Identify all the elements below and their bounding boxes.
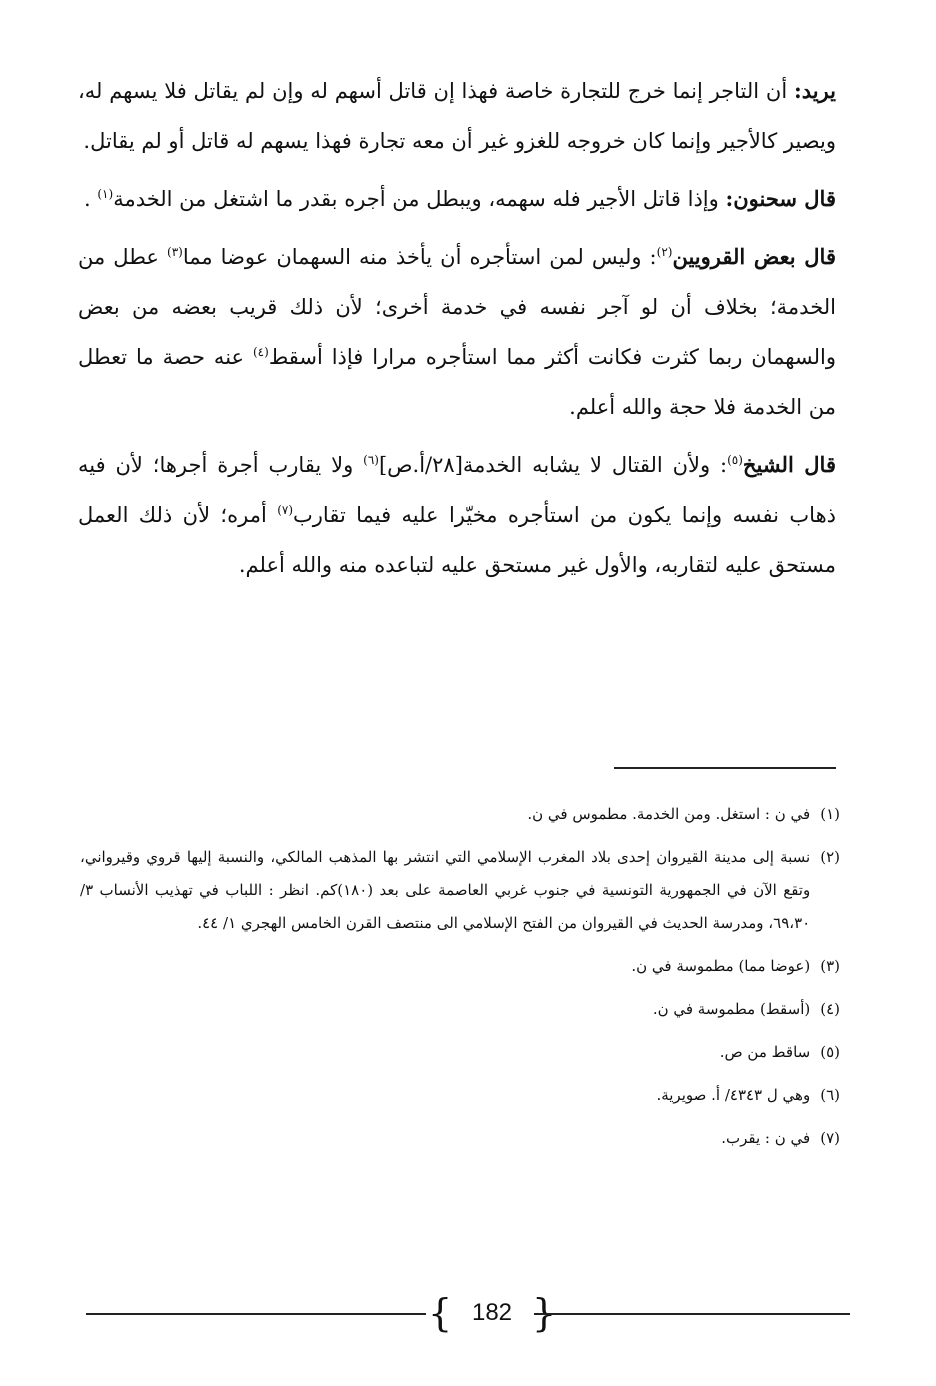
paragraph-lead: قال بعض القرويين <box>672 244 836 269</box>
footnote-number: (٢) <box>820 848 840 866</box>
footnote-item <box>80 1036 840 1069</box>
footnote-text: في ن : يقرب. <box>721 1129 811 1147</box>
footnote-item <box>80 798 840 831</box>
footnote-number: (٥) <box>820 1043 840 1061</box>
footnote-text: نسبة إلى مدينة القيروان إحدى بلاد المغرب الإسلامي التي انتشر بها المذهب المالكي، والنسبة إليها قروي وقيرواني، وتقع الآن في الجمهورية التونسية في جنوب غربي العاصمة على بعد (١٨٠)كم. انظر : اللباب في تهذيب الأنساب ٣/ ٦٩،٣٠، ومدرسة الحديث في القيروان من الفتح الإسلامي الى منتصف القرن الخامس الهجري ١/ ٤٤. <box>80 848 811 932</box>
footnotes <box>80 798 840 1165</box>
footnote-text: في ن : استغل. ومن الخدمة. مطموس في ن. <box>527 805 811 823</box>
footnote-marker[interactable]: (١) <box>97 187 114 201</box>
footnote-number: (٦) <box>820 1086 840 1104</box>
footnote-text: (أسقط) مطموسة في ن. <box>652 1000 811 1018</box>
paragraph-text: عطل من الخدمة؛ بخلاف أن لو آجر نفسه في خدمة أخرى؛ لأن ذلك قريب بعضه من بعض والسهمان ربما كثرت فكانت أكثر مما استأجره مرارا فإذا أسقط <box>78 245 837 369</box>
footnote-marker[interactable]: (٥) <box>727 453 743 467</box>
footnote-marker[interactable]: (٧) <box>277 503 294 517</box>
paragraph-text: عنه حصة ما تعطل من الخدمة فلا حجة والله أعلم. <box>78 345 836 419</box>
footnote-text: (عوضا مما) مطموسة في ن. <box>631 957 811 975</box>
main-text <box>78 66 836 598</box>
footnote-number: (٧) <box>820 1129 840 1147</box>
footer-rule-right <box>534 1313 850 1315</box>
footnote-item <box>80 1079 840 1112</box>
footnote-marker[interactable]: (٢) <box>656 245 673 259</box>
page-number: 182 <box>471 1299 513 1326</box>
paragraph-1 <box>78 66 836 166</box>
paragraph-2 <box>78 174 836 224</box>
brace-right: } <box>532 1291 557 1335</box>
footer-rule-left <box>86 1313 426 1315</box>
footnote-item <box>80 993 840 1026</box>
paragraph-3 <box>78 232 836 432</box>
paragraph-text: أمره؛ لأن ذلك العمل مستحق عليه لتقاربه، والأول غير مستحق عليه لتباعده منه والله أعلم. <box>78 503 836 577</box>
footnote-text: ساقط من ص. <box>719 1043 811 1061</box>
footnote-marker[interactable]: (٦) <box>363 453 379 467</box>
footnote-text: وهي ل ٤٣٤٣/ أ. صويرية. <box>656 1086 811 1104</box>
footnote-item <box>80 1122 840 1155</box>
footnote-number: (١) <box>820 805 840 823</box>
footnote-number: (٤) <box>820 1000 840 1018</box>
footnote-separator <box>614 767 836 769</box>
paragraph-text: وإذا قاتل الأجير فله سهمه، ويبطل من أجره بقدر ما اشتغل من الخدمة <box>113 187 726 211</box>
paragraph-lead: يريد: <box>793 78 836 103</box>
paragraph-lead: قال سحنون: <box>725 186 836 211</box>
paragraph-text: ولا يقارب أجرة أجرها؛ لأن فيه ذهاب نفسه وإنما يكون من استأجره مخيّرا عليه فيما تقارب <box>78 453 836 527</box>
page-footer <box>86 1288 850 1338</box>
footnote-item <box>80 841 840 940</box>
footnote-marker[interactable]: (٤) <box>252 345 269 359</box>
brace-left: { <box>428 1291 453 1335</box>
paragraph-4 <box>78 440 836 590</box>
paragraph-lead: قال الشيخ <box>742 452 836 477</box>
footnote-number: (٣) <box>820 957 840 975</box>
footnote-item <box>80 950 840 983</box>
footnote-marker[interactable]: (٣) <box>167 245 183 259</box>
paragraph-text: . <box>84 187 98 211</box>
paragraph-text: أن التاجر إنما خرج للتجارة خاصة فهذا إن قاتل أسهم له وإن لم يقاتل فلا يسهم له، ويصير كالأجير وإنما كان خروجه للغزو غير أن معه تجارة فهذا يسهم له قاتل أو لم يقاتل. <box>78 79 836 153</box>
paragraph-text: : وليس لمن استأجره أن يأخذ منه السهمان عوضا مما <box>182 245 657 269</box>
paragraph-text: : ولأن القتال لا يشابه الخدمة[٢٨/أ.ص] <box>378 453 728 477</box>
